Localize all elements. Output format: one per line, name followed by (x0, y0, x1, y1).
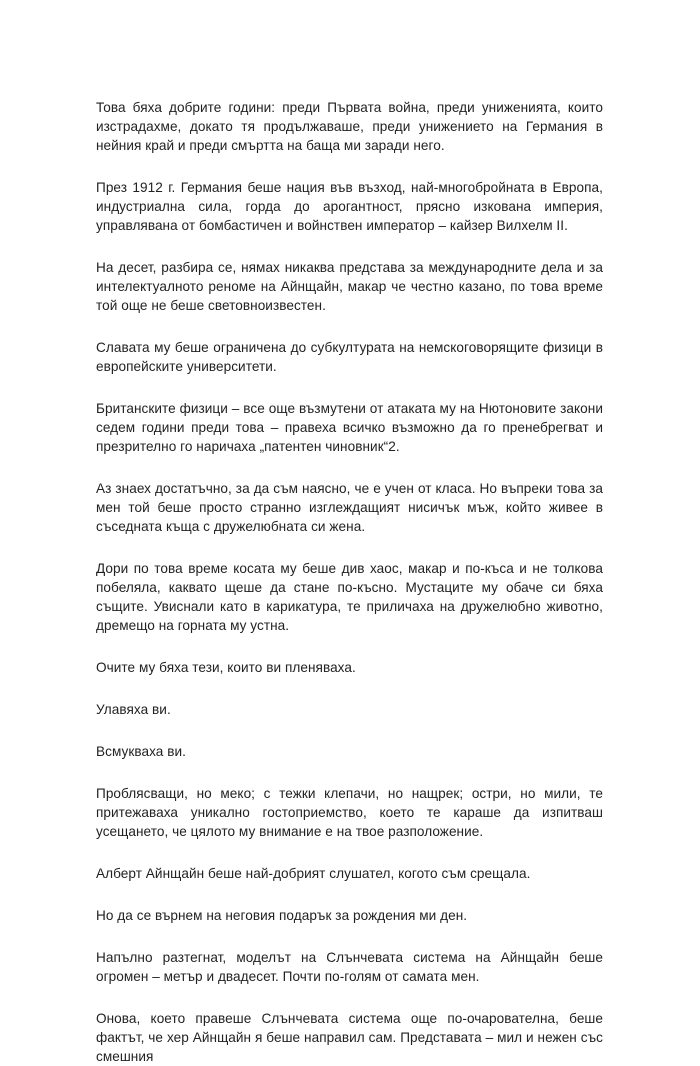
paragraph: Всмукваха ви. (96, 744, 186, 759)
paragraph: Това бяха добрите години: преди Първата война, преди униженията, които изстрадахме, докато тя продължаваше, преди унижението на Германия в нейния край и преди смъртта на баща ми заради него. (96, 100, 603, 153)
paragraph: Онова, което правеше Слънчевата система още по-очарователна, беше фактът, че хер Айнщайн я беше направил сам. Представата – мил и нежен със смешния (96, 1011, 603, 1064)
paragraph: Алберт Айнщайн беше най-добрият слушател, когото съм срещала. (96, 866, 531, 881)
paragraph: Но да се върнем на неговия подарък за рождения ми ден. (96, 908, 468, 923)
paragraph: Славата му беше ограничена до субкултурата на немскоговорящите физици в европейските университети. (96, 340, 603, 374)
paragraph: Аз знаех достатъчно, за да съм наясно, че е учен от класа. Но въпреки това за мен той беше просто странно изглеждащият нисичък мъж, който живее в съседната къща с дружелюбната си жена. (96, 481, 603, 534)
paragraph: Дори по това време косата му беше див хаос, макар и по-къса и не толкова побеляла, каквато щеше да стане по-късно. Мустаците му обаче си бяха същите. Увиснали като в карикатура, те приличаха на дружелюбно животно, дремещо на горната му устна. (96, 561, 603, 633)
paragraph: Очите му бяха тези, които ви пленяваха. (96, 660, 356, 675)
paragraph: Улавяха ви. (96, 702, 171, 717)
paragraph: Проблясващи, но меко; с тежки клепачи, но нащрек; остри, но мили, те притежаваха уникално гостоприемство, което те караше да изпитваш усещането, че цялото му внимание е на твое разположение. (96, 786, 603, 839)
paragraph: Британските физици – все още възмутени от атаката му на Нютоновите закони седем години преди това – правеха всичко възможно да го пренебрегват и презрително го наричаха „патентен чиновник“2. (96, 401, 603, 454)
document-body (96, 98, 603, 1066)
paragraph: Напълно разтегнат, моделът на Слънчевата система на Айнщайн беше огромен – метър и двадесет. Почти по-голям от самата мен. (96, 950, 603, 984)
paragraph: На десет, разбира се, нямах никаква представа за международните дела и за интелектуалното реноме на Айнщайн, макар че честно казано, по това време той още не беше световноизвестен. (96, 260, 603, 313)
paragraph: През 1912 г. Германия беше нация във възход, най-многобройната в Европа, индустриална сила, горда до арогантност, прясно изкована империя, управлявана от бомбастичен и войнствен император – кайзер Вилхелм II. (96, 180, 603, 233)
